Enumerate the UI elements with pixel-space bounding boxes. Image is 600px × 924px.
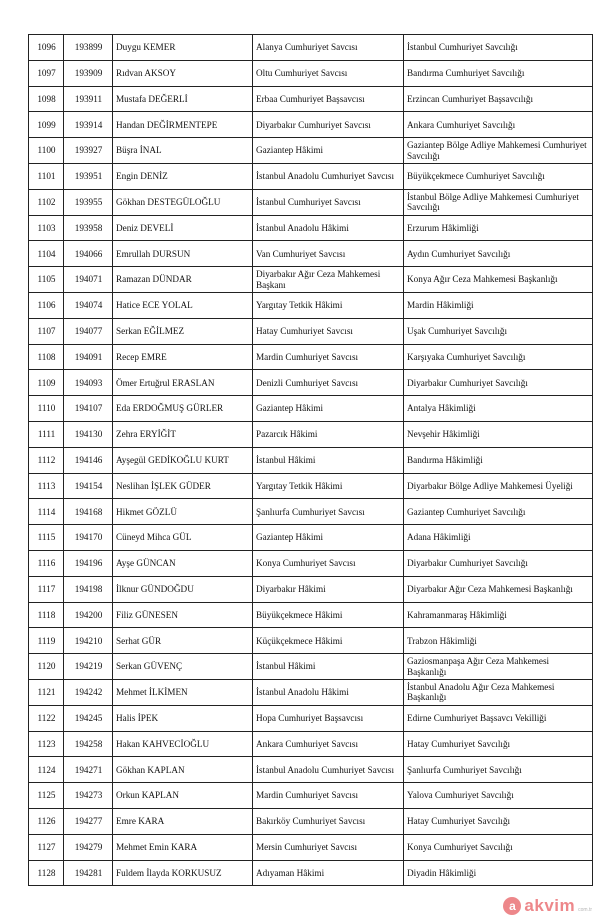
person-name-cell: Engin DENİZ	[113, 163, 253, 189]
registry-number-cell: 194210	[64, 628, 113, 654]
person-name-cell: İlknur GÜNDOĞDU	[113, 576, 253, 602]
registry-number-cell: 194245	[64, 705, 113, 731]
registry-number-cell: 193909	[64, 60, 113, 86]
row-number-cell: 1098	[29, 86, 64, 112]
row-number-cell: 1128	[29, 860, 64, 886]
table-row	[29, 473, 593, 499]
table-row	[29, 576, 593, 602]
registry-number-cell: 194258	[64, 731, 113, 757]
table-row	[29, 705, 593, 731]
row-number-cell: 1119	[29, 628, 64, 654]
new-post-cell: Gaziantep Cumhuriyet Savcılığı	[404, 499, 593, 525]
current-post-cell: Hatay Cumhuriyet Savcısı	[253, 318, 404, 344]
person-name-cell: Hakan KAHVECİOĞLU	[113, 731, 253, 757]
registry-number-cell: 194277	[64, 808, 113, 834]
registry-number-cell: 194242	[64, 679, 113, 705]
registry-number-cell: 193899	[64, 35, 113, 61]
registry-number-cell: 194077	[64, 318, 113, 344]
watermark-icon: a	[503, 897, 521, 915]
row-number-cell: 1112	[29, 447, 64, 473]
new-post-cell: Erzincan Cumhuriyet Başsavcılığı	[404, 86, 593, 112]
table-row	[29, 86, 593, 112]
new-post-cell: Konya Ağır Ceza Mahkemesi Başkanlığı	[404, 267, 593, 293]
current-post-cell: Mardin Cumhuriyet Savcısı	[253, 783, 404, 809]
new-post-cell: Trabzon Hâkimliği	[404, 628, 593, 654]
registry-number-cell: 194281	[64, 860, 113, 886]
registry-number-cell: 194168	[64, 499, 113, 525]
table-row	[29, 731, 593, 757]
row-number-cell: 1101	[29, 163, 64, 189]
new-post-cell: Karşıyaka Cumhuriyet Savcılığı	[404, 344, 593, 370]
registry-number-cell: 194198	[64, 576, 113, 602]
registry-number-cell: 194170	[64, 525, 113, 551]
current-post-cell: Konya Cumhuriyet Savcısı	[253, 550, 404, 576]
row-number-cell: 1123	[29, 731, 64, 757]
row-number-cell: 1122	[29, 705, 64, 731]
row-number-cell: 1121	[29, 679, 64, 705]
current-post-cell: Diyarbakır Ağır Ceza Mahkemesi Başkanı	[253, 267, 404, 293]
person-name-cell: Ayşe GÜNCAN	[113, 550, 253, 576]
person-name-cell: Orkun KAPLAN	[113, 783, 253, 809]
person-name-cell: Fuldem İlayda KORKUSUZ	[113, 860, 253, 886]
table-row	[29, 550, 593, 576]
person-name-cell: Emre KARA	[113, 808, 253, 834]
registry-number-cell: 194154	[64, 473, 113, 499]
current-post-cell: İstanbul Cumhuriyet Savcısı	[253, 189, 404, 215]
current-post-cell: Adıyaman Hâkimi	[253, 860, 404, 886]
current-post-cell: Yargıtay Tetkik Hâkimi	[253, 292, 404, 318]
person-name-cell: Serkan EĞİLMEZ	[113, 318, 253, 344]
current-post-cell: Gaziantep Hâkimi	[253, 138, 404, 164]
new-post-cell: Gaziosmanpaşa Ağır Ceza Mahkemesi Başkanlığı	[404, 654, 593, 680]
row-number-cell: 1114	[29, 499, 64, 525]
new-post-cell: Adana Hâkimliği	[404, 525, 593, 551]
current-post-cell: İstanbul Anadolu Cumhuriyet Savcısı	[253, 757, 404, 783]
table-row	[29, 35, 593, 61]
person-name-cell: Ramazan DÜNDAR	[113, 267, 253, 293]
person-name-cell: Ömer Ertuğrul ERASLAN	[113, 370, 253, 396]
person-name-cell: Hatice ECE YOLAL	[113, 292, 253, 318]
person-name-cell: Gökhan KAPLAN	[113, 757, 253, 783]
table-row	[29, 679, 593, 705]
person-name-cell: Deniz DEVELİ	[113, 215, 253, 241]
new-post-cell: Yalova Cumhuriyet Savcılığı	[404, 783, 593, 809]
new-post-cell: İstanbul Bölge Adliye Mahkemesi Cumhuriyet Savcılığı	[404, 189, 593, 215]
current-post-cell: Gaziantep Hâkimi	[253, 525, 404, 551]
person-name-cell: Ayşegül GEDİKOĞLU KURT	[113, 447, 253, 473]
table-row	[29, 241, 593, 267]
row-number-cell: 1125	[29, 783, 64, 809]
current-post-cell: Diyarbakır Cumhuriyet Savcısı	[253, 112, 404, 138]
row-number-cell: 1105	[29, 267, 64, 293]
watermark-text: akvim	[524, 896, 576, 915]
new-post-cell: İstanbul Cumhuriyet Savcılığı	[404, 35, 593, 61]
registry-number-cell: 194130	[64, 421, 113, 447]
registry-number-cell: 194146	[64, 447, 113, 473]
table-row	[29, 60, 593, 86]
new-post-cell: Şanlıurfa Cumhuriyet Savcılığı	[404, 757, 593, 783]
table-row	[29, 138, 593, 164]
new-post-cell: Aydın Cumhuriyet Savcılığı	[404, 241, 593, 267]
current-post-cell: İstanbul Hâkimi	[253, 447, 404, 473]
table-row	[29, 654, 593, 680]
current-post-cell: Mersin Cumhuriyet Savcısı	[253, 834, 404, 860]
registry-number-cell: 194091	[64, 344, 113, 370]
registry-number-cell: 193911	[64, 86, 113, 112]
table-row	[29, 447, 593, 473]
table-row	[29, 215, 593, 241]
table-row	[29, 757, 593, 783]
row-number-cell: 1103	[29, 215, 64, 241]
person-name-cell: Mehmet Emin KARA	[113, 834, 253, 860]
row-number-cell: 1120	[29, 654, 64, 680]
table-row	[29, 344, 593, 370]
table-row	[29, 189, 593, 215]
new-post-cell: Uşak Cumhuriyet Savcılığı	[404, 318, 593, 344]
person-name-cell: Handan DEĞİRMENTEPE	[113, 112, 253, 138]
table-row	[29, 783, 593, 809]
person-name-cell: Eda ERDOĞMUŞ GÜRLER	[113, 396, 253, 422]
table-row	[29, 112, 593, 138]
row-number-cell: 1096	[29, 35, 64, 61]
new-post-cell: Hatay Cumhuriyet Savcılığı	[404, 731, 593, 757]
person-name-cell: Gökhan DESTEGÜLOĞLU	[113, 189, 253, 215]
row-number-cell: 1104	[29, 241, 64, 267]
table-row	[29, 860, 593, 886]
table-row	[29, 808, 593, 834]
table-row	[29, 267, 593, 293]
registry-number-cell: 194196	[64, 550, 113, 576]
row-number-cell: 1113	[29, 473, 64, 499]
current-post-cell: İstanbul Anadolu Cumhuriyet Savcısı	[253, 163, 404, 189]
table-row	[29, 602, 593, 628]
new-post-cell: Diyarbakır Cumhuriyet Savcılığı	[404, 370, 593, 396]
new-post-cell: Diyarbakır Bölge Adliye Mahkemesi Üyeliği	[404, 473, 593, 499]
current-post-cell: Diyarbakır Hâkimi	[253, 576, 404, 602]
registry-number-cell: 193914	[64, 112, 113, 138]
new-post-cell: Hatay Cumhuriyet Savcılığı	[404, 808, 593, 834]
watermark-domain: com.tr	[578, 907, 592, 913]
appointment-table	[28, 34, 593, 886]
row-number-cell: 1106	[29, 292, 64, 318]
watermark-logo	[503, 896, 592, 916]
new-post-cell: Bandırma Cumhuriyet Savcılığı	[404, 60, 593, 86]
registry-number-cell: 194219	[64, 654, 113, 680]
row-number-cell: 1124	[29, 757, 64, 783]
registry-number-cell: 193927	[64, 138, 113, 164]
row-number-cell: 1117	[29, 576, 64, 602]
current-post-cell: Van Cumhuriyet Savcısı	[253, 241, 404, 267]
table-row	[29, 628, 593, 654]
new-post-cell: Kahramanmaraş Hâkimliği	[404, 602, 593, 628]
new-post-cell: Edirne Cumhuriyet Başsavcı Vekilliği	[404, 705, 593, 731]
person-name-cell: Emrullah DURSUN	[113, 241, 253, 267]
person-name-cell: Hikmet GÖZLÜ	[113, 499, 253, 525]
current-post-cell: Denizli Cumhuriyet Savcısı	[253, 370, 404, 396]
current-post-cell: Alanya Cumhuriyet Savcısı	[253, 35, 404, 61]
current-post-cell: Mardin Cumhuriyet Savcısı	[253, 344, 404, 370]
row-number-cell: 1109	[29, 370, 64, 396]
registry-number-cell: 193951	[64, 163, 113, 189]
table-row	[29, 163, 593, 189]
person-name-cell: Serhat GÜR	[113, 628, 253, 654]
new-post-cell: İstanbul Anadolu Ağır Ceza Mahkemesi Başkanlığı	[404, 679, 593, 705]
person-name-cell: Filiz GÜNESEN	[113, 602, 253, 628]
current-post-cell: Erbaa Cumhuriyet Başsavcısı	[253, 86, 404, 112]
table-row	[29, 292, 593, 318]
current-post-cell: Gaziantep Hâkimi	[253, 396, 404, 422]
registry-number-cell: 194271	[64, 757, 113, 783]
person-name-cell: Rıdvan AKSOY	[113, 60, 253, 86]
new-post-cell: Gaziantep Bölge Adliye Mahkemesi Cumhuriyet Savcılığı	[404, 138, 593, 164]
row-number-cell: 1107	[29, 318, 64, 344]
row-number-cell: 1115	[29, 525, 64, 551]
person-name-cell: Zehra ERYİĞİT	[113, 421, 253, 447]
person-name-cell: Halis İPEK	[113, 705, 253, 731]
new-post-cell: Konya Cumhuriyet Savcılığı	[404, 834, 593, 860]
row-number-cell: 1111	[29, 421, 64, 447]
current-post-cell: Ankara Cumhuriyet Savcısı	[253, 731, 404, 757]
table-row	[29, 370, 593, 396]
person-name-cell: Serkan GÜVENÇ	[113, 654, 253, 680]
row-number-cell: 1126	[29, 808, 64, 834]
table-row	[29, 834, 593, 860]
new-post-cell: Ankara Cumhuriyet Savcılığı	[404, 112, 593, 138]
new-post-cell: Erzurum Hâkimliği	[404, 215, 593, 241]
registry-number-cell: 193955	[64, 189, 113, 215]
new-post-cell: Diyadin Hâkimliği	[404, 860, 593, 886]
person-name-cell: Cüneyd Mihca GÜL	[113, 525, 253, 551]
table-row	[29, 318, 593, 344]
person-name-cell: Mehmet İLKİMEN	[113, 679, 253, 705]
new-post-cell: Diyarbakır Cumhuriyet Savcılığı	[404, 550, 593, 576]
registry-number-cell: 193958	[64, 215, 113, 241]
new-post-cell: Diyarbakır Ağır Ceza Mahkemesi Başkanlığı	[404, 576, 593, 602]
row-number-cell: 1100	[29, 138, 64, 164]
table-row	[29, 421, 593, 447]
current-post-cell: Oltu Cumhuriyet Savcısı	[253, 60, 404, 86]
table-row	[29, 525, 593, 551]
current-post-cell: Küçükçekmece Hâkimi	[253, 628, 404, 654]
current-post-cell: Pazarcık Hâkimi	[253, 421, 404, 447]
new-post-cell: Bandırma Hâkimliği	[404, 447, 593, 473]
person-name-cell: Duygu KEMER	[113, 35, 253, 61]
row-number-cell: 1108	[29, 344, 64, 370]
new-post-cell: Büyükçekmece Cumhuriyet Savcılığı	[404, 163, 593, 189]
current-post-cell: İstanbul Hâkimi	[253, 654, 404, 680]
person-name-cell: Mustafa DEĞERLİ	[113, 86, 253, 112]
registry-number-cell: 194093	[64, 370, 113, 396]
person-name-cell: Recep EMRE	[113, 344, 253, 370]
registry-number-cell: 194200	[64, 602, 113, 628]
row-number-cell: 1110	[29, 396, 64, 422]
row-number-cell: 1127	[29, 834, 64, 860]
new-post-cell: Mardin Hâkimliği	[404, 292, 593, 318]
table-row	[29, 396, 593, 422]
row-number-cell: 1097	[29, 60, 64, 86]
current-post-cell: İstanbul Anadolu Hâkimi	[253, 679, 404, 705]
registry-number-cell: 194066	[64, 241, 113, 267]
new-post-cell: Antalya Hâkimliği	[404, 396, 593, 422]
row-number-cell: 1099	[29, 112, 64, 138]
row-number-cell: 1116	[29, 550, 64, 576]
current-post-cell: Hopa Cumhuriyet Başsavcısı	[253, 705, 404, 731]
registry-number-cell: 194074	[64, 292, 113, 318]
current-post-cell: Büyükçekmece Hâkimi	[253, 602, 404, 628]
current-post-cell: Yargıtay Tetkik Hâkimi	[253, 473, 404, 499]
registry-number-cell: 194107	[64, 396, 113, 422]
row-number-cell: 1118	[29, 602, 64, 628]
new-post-cell: Nevşehir Hâkimliği	[404, 421, 593, 447]
current-post-cell: Şanlıurfa Cumhuriyet Savcısı	[253, 499, 404, 525]
current-post-cell: İstanbul Anadolu Hâkimi	[253, 215, 404, 241]
person-name-cell: Büşra İNAL	[113, 138, 253, 164]
person-name-cell: Neslihan İŞLEK GÜDER	[113, 473, 253, 499]
registry-number-cell: 194071	[64, 267, 113, 293]
row-number-cell: 1102	[29, 189, 64, 215]
registry-number-cell: 194279	[64, 834, 113, 860]
table-row	[29, 499, 593, 525]
registry-number-cell: 194273	[64, 783, 113, 809]
current-post-cell: Bakırköy Cumhuriyet Savcısı	[253, 808, 404, 834]
